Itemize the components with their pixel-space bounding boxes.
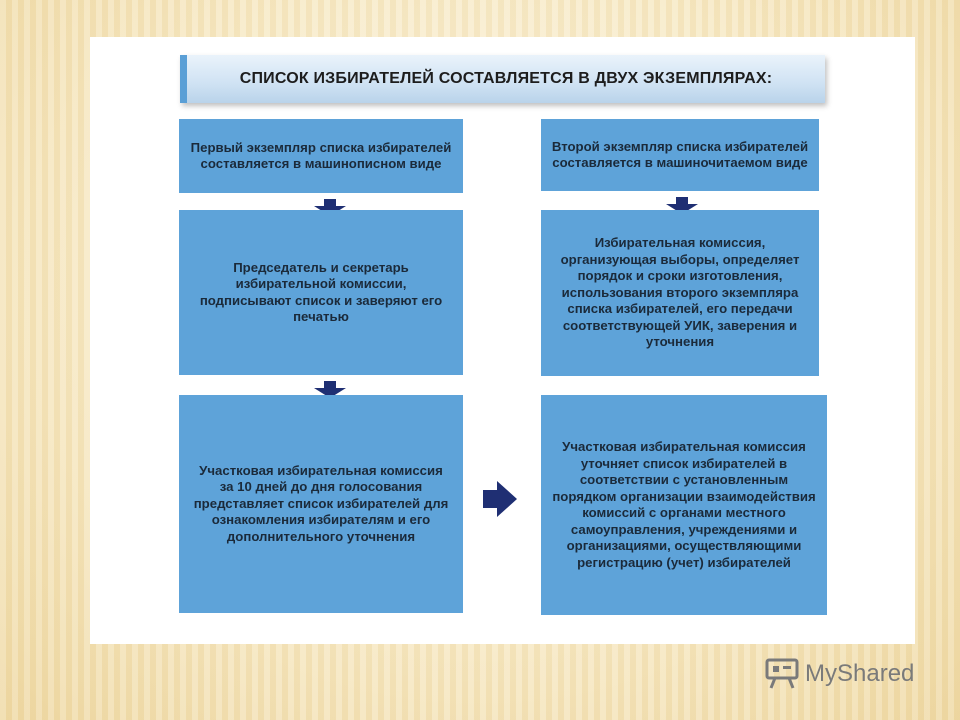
- left-box-signatures: [179, 210, 463, 375]
- watermark-name: MyShared: [805, 660, 915, 687]
- watermark-logo: [765, 654, 914, 694]
- title-banner: [180, 55, 825, 103]
- presentation-board-icon: [765, 658, 799, 690]
- left-box-precinct-commission: [179, 395, 463, 613]
- diagram-title: СПИСОК ИЗБИРАТЕЛЕЙ СОСТАВЛЯЕТСЯ В ДВУХ ЭКЗЕМПЛЯРАХ:: [239, 70, 773, 87]
- right-box-precinct-clarification: [541, 395, 827, 615]
- left-box-typewritten-copy: [179, 119, 463, 193]
- right-box-2-text: Избирательная комиссия, организующая выборы, определяет порядок и сроки изготовления, использования второго экземпляра списка избирателей, его передачи соответствующей УИК, заверения и уточнения: [560, 235, 800, 350]
- right-box-machine-readable-copy: [541, 119, 819, 191]
- right-box-1-text: Второй экземпляр списка избирателей составляется в машиночитаемом виде: [551, 138, 809, 170]
- right-box-3-text: Участковая избирательная комиссия уточняет список избирателей в соответствии с установленным порядком организации взаимодействия комиссий с органами местного самоуправления, учреждениями и организациями, осуществляющими регистрацию (учет) избирателей: [552, 439, 816, 570]
- left-box-3-text: Участковая избирательная комиссия за 10 дней до дня голосования представляет список избирателей для ознакомления избирателям и его дополнительного уточнения: [193, 462, 449, 544]
- left-box-1-text: Первый экземпляр списка избирателей составляется в машинописном виде: [190, 139, 452, 171]
- right-box-organizing-commission: [541, 210, 819, 376]
- slide: [90, 37, 915, 644]
- right-arrow: [483, 481, 517, 517]
- left-box-2-text: Председатель и секретарь избирательной комиссии, подписывают список и заверяют его печатью: [199, 259, 443, 324]
